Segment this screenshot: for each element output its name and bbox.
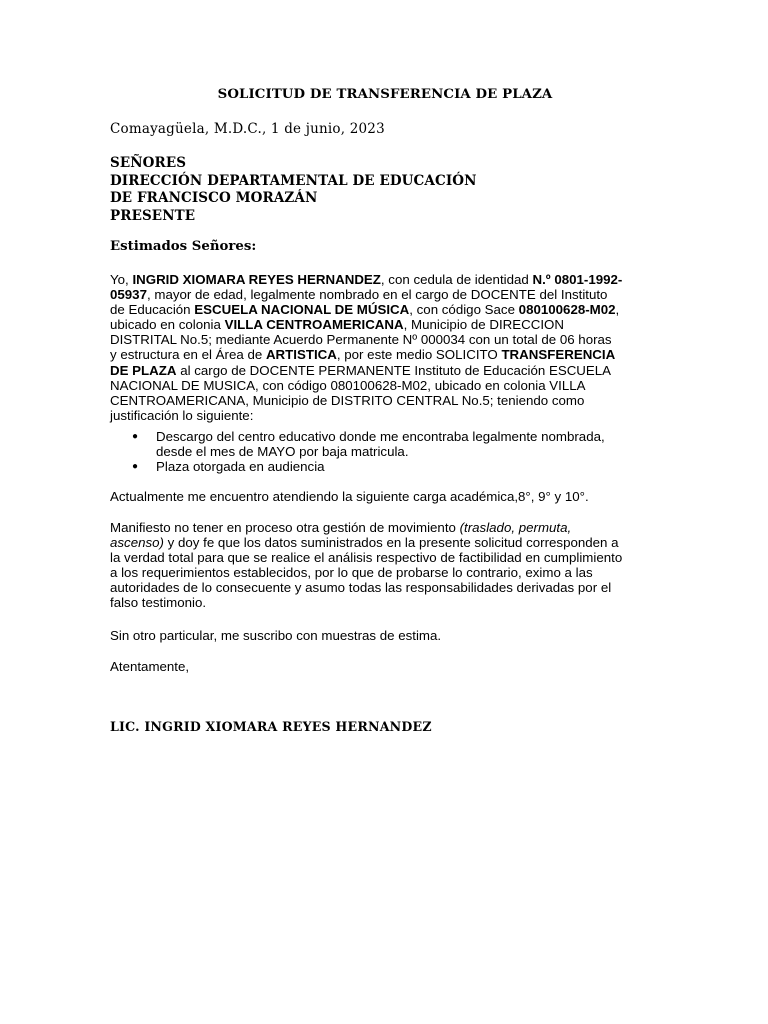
paragraph-line: a los requerimientos establecidos, por lo que de probarse lo contrario, eximo a las — [110, 565, 593, 581]
recipient-line: PRESENTE — [110, 207, 196, 224]
paragraph-line: CENTROAMERICANA, Municipio de DISTRITO CENTRAL No.5; teniendo como — [110, 392, 585, 408]
recipient-block — [110, 155, 477, 225]
list-item — [110, 429, 605, 459]
paragraph-line — [110, 520, 660, 535]
justification-list — [110, 429, 605, 474]
paragraph-line: DISTRITAL No.5; mediante Acuerdo Permanente Nº 000034 con un total de 06 horas — [110, 332, 612, 348]
text-run: y estructura en el Área de — [110, 347, 266, 363]
text-run: (traslado, permuta, — [459, 520, 572, 535]
list-item-text: Plaza otorgada en audiencia — [156, 459, 325, 475]
text-run: y doy fe que los datos suministrados en la presente solicitud corresponden a — [163, 535, 619, 551]
text-run: Yo, — [110, 272, 133, 287]
date-line: Comayagüela, M.D.C., 1 de junio, 2023 — [110, 121, 385, 137]
paragraph-line: autoridades de lo consecuente y asumo todas las responsabilidades derivadas por el — [110, 580, 612, 596]
closing-salutation: Atentamente, — [110, 659, 190, 674]
recipient-line: DE FRANCISCO MORAZÁN — [110, 190, 318, 206]
text-run: , con código Sace — [409, 302, 519, 318]
sace-code: 080100628-M02 — [518, 302, 616, 318]
request-type: DE PLAZA — [110, 362, 177, 378]
paragraph-line — [110, 535, 660, 550]
paragraph-line — [110, 302, 660, 317]
text-run: ubicado en colonia — [110, 317, 225, 333]
paragraph-line — [110, 363, 660, 378]
text-run: , Municipio de DIRECCION — [403, 317, 564, 333]
paragraph-line — [110, 272, 660, 287]
request-paragraph — [110, 272, 660, 423]
id-number: 05937 — [110, 287, 147, 303]
paragraph-line: falso testimonio. — [110, 595, 207, 611]
list-item-text: desde el mes de MAYO por baja matricula. — [156, 444, 409, 460]
applicant-name: INGRID XIOMARA REYES HERNANDEZ — [132, 272, 381, 287]
colony-name: VILLA CENTROAMERICANA — [224, 317, 404, 333]
paragraph-line — [110, 347, 660, 362]
area-name: ARTISTICA — [265, 347, 337, 363]
text-run: , — [615, 302, 620, 318]
text-run: , mayor de edad, legalmente nombrado en el cargo de DOCENTE del Instituto — [146, 287, 608, 303]
bullet-icon: ● — [132, 431, 139, 442]
recipient-line: SEÑORES — [110, 155, 187, 171]
document-title: SOLICITUD DE TRANSFERENCIA DE PLAZA — [217, 87, 553, 102]
text-run: , por este medio SOLICITO — [336, 347, 502, 363]
text-run: , con cedula de identidad — [380, 272, 533, 287]
workload-paragraph: Actualmente me encuentro atendiendo la siguiente carga académica,8°, 9° y 10°. — [110, 489, 589, 504]
text-run: al cargo de DOCENTE PERMANENTE Instituto de Educación ESCUELA — [176, 362, 612, 378]
text-run: ascenso) — [110, 535, 164, 551]
closing-paragraph: Sin otro particular, me suscribo con muestras de estima. — [110, 628, 442, 643]
declaration-paragraph — [110, 520, 660, 611]
paragraph-line: la verdad total para que se realice el análisis respectivo de factibilidad en cumplimiento — [110, 550, 623, 566]
bullet-icon: ● — [132, 461, 139, 473]
list-item-text: Descargo del centro educativo donde me encontraba legalmente nombrada, — [156, 429, 605, 444]
paragraph-line: NACIONAL DE MUSICA, con código 080100628-M02, ubicado en colonia VILLA — [110, 377, 586, 393]
greeting: Estimados Señores: — [110, 239, 257, 254]
recipient-line: DIRECCIÓN DEPARTAMENTAL DE EDUCACIÓN — [110, 172, 477, 189]
list-item — [110, 459, 605, 474]
signature-name: LIC. INGRID XIOMARA REYES HERNANDEZ — [110, 719, 432, 734]
paragraph-line — [110, 287, 660, 302]
request-type: TRANSFERENCIA — [501, 347, 616, 363]
school-name: ESCUELA NACIONAL DE MÚSICA — [194, 302, 410, 318]
text-run: de Educación — [110, 302, 195, 318]
id-number: N.º 0801-1992- — [532, 272, 623, 287]
paragraph-line — [110, 317, 660, 332]
paragraph-line: justificación lo siguiente: — [110, 407, 254, 423]
text-run: Manifiesto no tener en proceso otra gestión de movimiento — [110, 520, 460, 535]
